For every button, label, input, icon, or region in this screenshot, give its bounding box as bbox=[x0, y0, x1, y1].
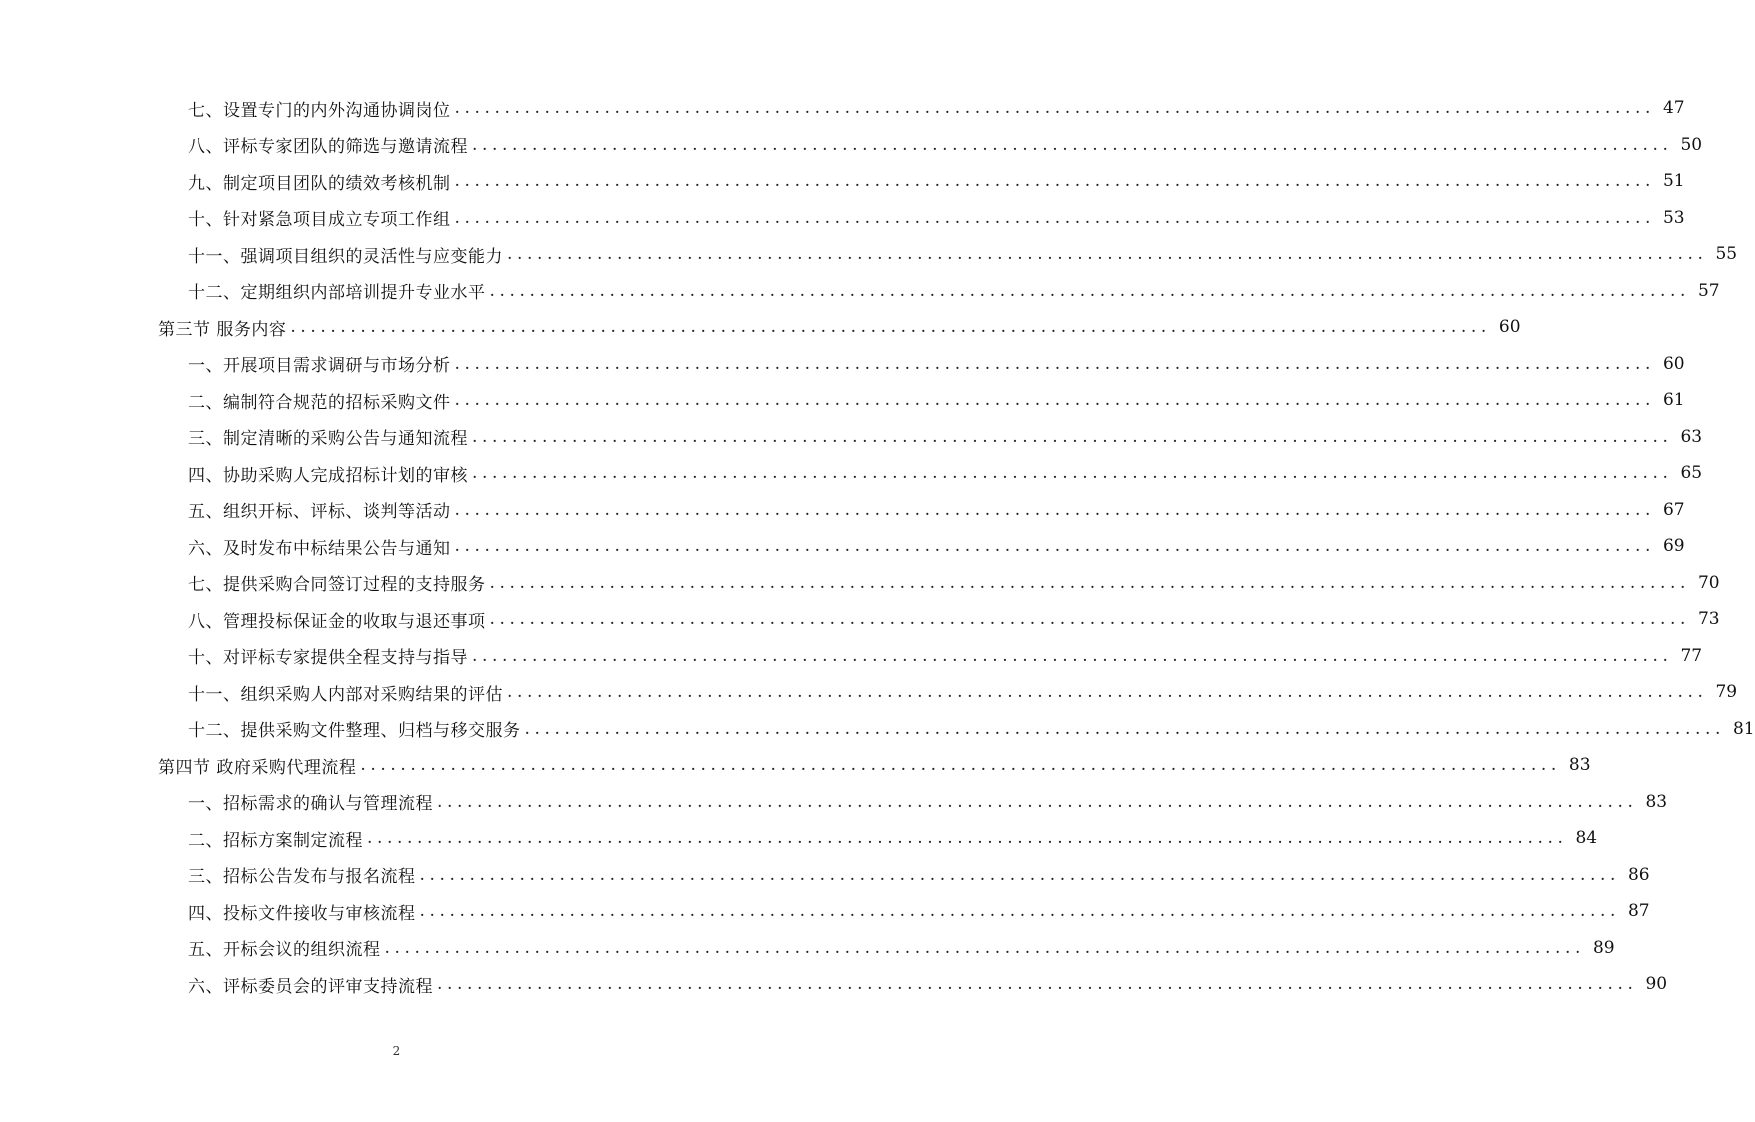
toc-entry-page: 61 bbox=[1662, 390, 1685, 411]
toc-entry-title: 一、招标需求的确认与管理流程 bbox=[188, 794, 433, 815]
toc-entry-page: 60 bbox=[1662, 353, 1685, 374]
toc-entry-title: 七、设置专门的内外沟通协调岗位 bbox=[188, 100, 451, 121]
toc-entry-title: 二、编制符合规范的招标采购文件 bbox=[188, 392, 451, 413]
toc-dot-leader: ........................................................................................................................ bbox=[454, 499, 1655, 520]
toc-entry-page: 63 bbox=[1680, 426, 1703, 447]
toc-dot-leader: ........................................................................................................................ bbox=[454, 390, 1655, 411]
toc-entry-title: 十一、组织采购人内部对采购结果的评估 bbox=[188, 684, 503, 705]
toc-entry-page: 86 bbox=[1627, 864, 1650, 885]
toc-entry-title: 九、制定项目团队的绩效考核机制 bbox=[188, 173, 451, 194]
toc-entry-page: 50 bbox=[1680, 134, 1703, 155]
toc-dot-leader: ........................................................................................................................ bbox=[489, 609, 1690, 630]
toc-entry[interactable] bbox=[0, 90, 1685, 127]
toc-entry-title: 第三节 服务内容 bbox=[158, 319, 287, 340]
toc-dot-leader: ........................................................................................................................ bbox=[454, 536, 1655, 557]
toc-entry-page: 84 bbox=[1575, 828, 1598, 849]
toc-entry-title: 第四节 政府采购代理流程 bbox=[158, 757, 357, 778]
toc-entry-page: 87 bbox=[1627, 901, 1650, 922]
toc-entry[interactable] bbox=[0, 857, 1650, 894]
toc-dot-leader: ........................................................................................................................ bbox=[454, 353, 1655, 374]
toc-entry-title: 十、对评标专家提供全程支持与指导 bbox=[188, 648, 468, 669]
toc-entry[interactable] bbox=[0, 419, 1703, 456]
toc-entry-page: 79 bbox=[1715, 682, 1738, 703]
toc-dot-leader: ........................................................................................................................ bbox=[472, 134, 1673, 155]
toc-dot-leader: ........................................................................................................................ bbox=[419, 864, 1620, 885]
toc-entry-page: 67 bbox=[1662, 499, 1685, 520]
toc-entry[interactable] bbox=[0, 638, 1703, 675]
toc-entry-page: 90 bbox=[1645, 974, 1668, 995]
toc-entry-title: 二、招标方案制定流程 bbox=[188, 830, 363, 851]
toc-entry-title: 六、评标委员会的评审支持流程 bbox=[188, 976, 433, 997]
toc-entry[interactable] bbox=[0, 236, 1738, 273]
toc-entry[interactable] bbox=[0, 711, 1755, 748]
toc-entry-page: 55 bbox=[1715, 244, 1738, 265]
toc-entry-page: 53 bbox=[1662, 207, 1685, 228]
toc-entry-page: 47 bbox=[1662, 98, 1685, 119]
toc-entry[interactable] bbox=[0, 127, 1703, 164]
toc-dot-leader: ........................................................................................................................ bbox=[507, 244, 1708, 265]
toc-dot-leader: ........................................................................................................................ bbox=[437, 974, 1638, 995]
toc-entry[interactable] bbox=[0, 200, 1685, 237]
toc-entry-page: 57 bbox=[1697, 280, 1720, 301]
toc-dot-leader: ........................................................................................................................ bbox=[437, 791, 1638, 812]
toc-dot-leader: ........................................................................................................................ bbox=[489, 572, 1690, 593]
toc-entry-title: 十二、提供采购文件整理、归档与移交服务 bbox=[188, 721, 521, 742]
toc-dot-leader: ........................................................................................................................ bbox=[384, 937, 1585, 958]
toc-entry-page: 77 bbox=[1680, 645, 1703, 666]
toc-entry[interactable] bbox=[0, 346, 1685, 383]
toc-entry-title: 八、管理投标保证金的收取与退还事项 bbox=[188, 611, 486, 632]
toc-entry-title: 一、开展项目需求调研与市场分析 bbox=[188, 356, 451, 377]
toc-entry-title: 十、针对紧急项目成立专项工作组 bbox=[188, 210, 451, 231]
toc-entry[interactable] bbox=[0, 492, 1685, 529]
toc-dot-leader: ........................................................................................................................ bbox=[454, 171, 1655, 192]
toc-entry[interactable] bbox=[0, 930, 1615, 967]
toc-dot-leader: ........................................................................................................................ bbox=[489, 280, 1690, 301]
toc-dot-leader: ........................................................................................................................ bbox=[454, 98, 1655, 119]
toc-entry[interactable] bbox=[0, 565, 1720, 602]
toc-entry-title: 六、及时发布中标结果公告与通知 bbox=[188, 538, 451, 559]
toc-entry-title: 三、招标公告发布与报名流程 bbox=[188, 867, 416, 888]
toc-entry[interactable] bbox=[0, 273, 1720, 310]
toc-entry-page: 51 bbox=[1662, 171, 1685, 192]
toc-entry[interactable] bbox=[0, 528, 1685, 565]
toc-entry-title: 七、提供采购合同签订过程的支持服务 bbox=[188, 575, 486, 596]
table-of-contents bbox=[0, 90, 1755, 1003]
toc-entry-title: 五、开标会议的组织流程 bbox=[188, 940, 381, 961]
toc-entry-page: 69 bbox=[1662, 536, 1685, 557]
toc-dot-leader: ........................................................................................................................ bbox=[360, 755, 1561, 776]
toc-entry-page: 73 bbox=[1697, 609, 1720, 630]
toc-dot-leader: ........................................................................................................................ bbox=[472, 645, 1673, 666]
toc-section-entry[interactable] bbox=[0, 309, 1521, 346]
toc-entry-title: 四、投标文件接收与审核流程 bbox=[188, 903, 416, 924]
toc-entry[interactable] bbox=[0, 893, 1650, 930]
toc-entry[interactable] bbox=[0, 820, 1598, 857]
page-number: 2 bbox=[392, 1044, 401, 1058]
toc-entry-page: 70 bbox=[1697, 572, 1720, 593]
toc-dot-leader: ........................................................................................................................ bbox=[472, 426, 1673, 447]
toc-dot-leader: ........................................................................................................................ bbox=[472, 463, 1673, 484]
toc-entry-title: 五、组织开标、评标、谈判等活动 bbox=[188, 502, 451, 523]
toc-dot-leader: ........................................................................................................................ bbox=[507, 682, 1708, 703]
toc-entry[interactable] bbox=[0, 674, 1738, 711]
toc-entry-title: 十二、定期组织内部培训提升专业水平 bbox=[188, 283, 486, 304]
toc-dot-leader: ........................................................................................................................ bbox=[367, 828, 1568, 849]
toc-entry[interactable] bbox=[0, 966, 1668, 1003]
toc-entry-title: 四、协助采购人完成招标计划的审核 bbox=[188, 465, 468, 486]
toc-dot-leader: ........................................................................................................................ bbox=[419, 901, 1620, 922]
toc-entry[interactable] bbox=[0, 601, 1720, 638]
toc-entry-page: 60 bbox=[1498, 317, 1521, 338]
toc-dot-leader: ........................................................................................................................ bbox=[524, 718, 1725, 739]
toc-entry[interactable] bbox=[0, 382, 1685, 419]
toc-entry-title: 八、评标专家团队的筛选与邀请流程 bbox=[188, 137, 468, 158]
toc-entry-page: 83 bbox=[1645, 791, 1668, 812]
toc-entry-title: 十一、强调项目组织的灵活性与应变能力 bbox=[188, 246, 503, 267]
toc-section-entry[interactable] bbox=[0, 747, 1591, 784]
toc-dot-leader: ........................................................................................................................ bbox=[454, 207, 1655, 228]
toc-entry-page: 81 bbox=[1732, 718, 1755, 739]
toc-entry-title: 三、制定清晰的采购公告与通知流程 bbox=[188, 429, 468, 450]
toc-entry-page: 83 bbox=[1568, 755, 1591, 776]
toc-entry[interactable] bbox=[0, 455, 1703, 492]
toc-entry-page: 65 bbox=[1680, 463, 1703, 484]
toc-entry-page: 89 bbox=[1592, 937, 1615, 958]
toc-entry[interactable] bbox=[0, 784, 1668, 821]
toc-dot-leader: ........................................................................................................................ bbox=[290, 317, 1491, 338]
toc-entry[interactable] bbox=[0, 163, 1685, 200]
